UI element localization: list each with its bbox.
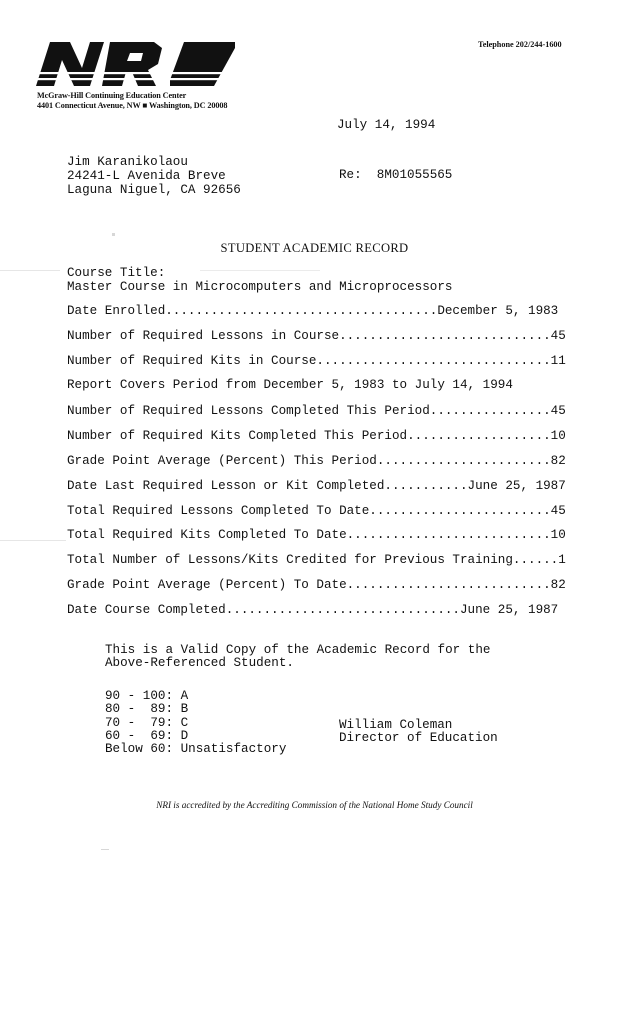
scan-artifact — [200, 270, 320, 271]
record-row: Number of Required Kits Completed This Period...................10 — [67, 429, 566, 443]
record-row: Date Course Completed...............................June 25, 1987 — [67, 603, 559, 617]
nri-logo-graphic — [36, 42, 236, 86]
record-row: Total Required Lessons Completed To Date........................45 — [67, 504, 566, 518]
record-row: Number of Required Lessons Completed This Period................45 — [67, 404, 566, 418]
org-address: 4401 Connecticut Avenue, NW ■ Washington, DC 20008 — [37, 101, 228, 110]
logo-text — [236, 42, 237, 43]
record-row: Total Required Kits Completed To Date...........................10 — [67, 528, 566, 542]
record-row: Date Enrolled....................................December 5, 1983 — [67, 304, 559, 318]
grade-scale-item: 70 - 79: C — [105, 716, 189, 730]
signatory-name: William Coleman — [339, 718, 453, 732]
record-row: Number of Required Kits in Course...............................11 — [67, 354, 566, 368]
recipient-street: 24241-L Avenida Breve — [67, 169, 226, 183]
record-row: Date Last Required Lesson or Kit Completed...........June 25, 1987 — [67, 479, 566, 493]
telephone: Telephone 202/244-1600 — [478, 40, 562, 49]
grade-scale-item: 80 - 89: B — [105, 702, 189, 716]
scan-artifact — [0, 540, 66, 541]
scan-artifact — [101, 849, 109, 850]
scan-artifact — [0, 270, 60, 271]
validity-line-2: Above-Referenced Student. — [105, 656, 294, 670]
nri-logo — [36, 42, 236, 86]
record-heading: STUDENT ACADEMIC RECORD — [220, 241, 409, 255]
accreditation-note: NRI is accredited by the Accrediting Commission of the National Home Study Council — [156, 800, 473, 810]
course-title-label: Course Title: — [67, 266, 166, 280]
reference-number: Re: 8M01055565 — [339, 168, 453, 182]
course-title: Master Course in Microcomputers and Microprocessors — [67, 280, 453, 294]
record-row: Grade Point Average (Percent) To Date...........................82 — [67, 578, 566, 592]
grade-scale-item: Below 60: Unsatisfactory — [105, 742, 287, 756]
grade-scale-item: 90 - 100: A — [105, 689, 189, 703]
org-name: McGraw-Hill Continuing Education Center — [37, 91, 187, 100]
validity-line-1: This is a Valid Copy of the Academic Record for the — [105, 643, 491, 657]
record-row: Grade Point Average (Percent) This Period.......................82 — [67, 454, 566, 468]
signatory-title: Director of Education — [339, 731, 498, 745]
scan-artifact — [112, 233, 115, 236]
grade-scale-item: 60 - 69: D — [105, 729, 189, 743]
record-row: Report Covers Period from December 5, 1983 to July 14, 1994 — [67, 378, 513, 392]
record-row: Number of Required Lessons in Course............................45 — [67, 329, 566, 343]
recipient-name: Jim Karanikolaou — [67, 155, 188, 169]
record-row: Total Number of Lessons/Kits Credited for Previous Training......1 — [67, 553, 566, 567]
recipient-city: Laguna Niguel, CA 92656 — [67, 183, 241, 197]
letter-date: July 14, 1994 — [337, 118, 436, 132]
